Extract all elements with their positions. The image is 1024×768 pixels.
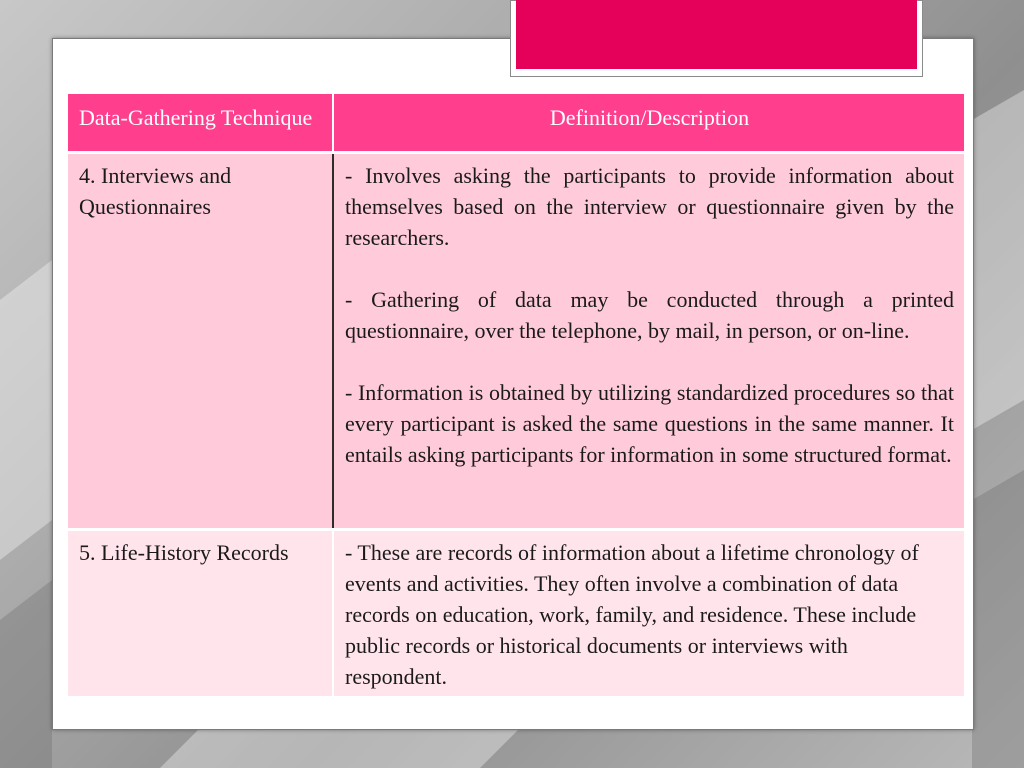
title-bar [516,0,917,69]
technique-cell [68,152,333,529]
description-cell [333,152,964,529]
data-gathering-table [68,94,964,696]
header-technique: Data-Gathering Technique [68,94,333,152]
description-cell [333,529,964,696]
header-description: Definition/Description [333,94,964,152]
description-paragraph: - Involves asking the participants to provide information about themselves based on the interview or questionnaire given by the researchers. [345,162,954,250]
technique-cell [68,529,333,696]
table-header-row [68,94,964,152]
description-paragraph: - Information is obtained by utilizing standardized procedures so that every participant is asked the same questions in the same manner. It entails asking participants for information in some structured format. [345,379,954,467]
technique-label: 5. Life-History Records [79,539,289,565]
table-row [68,529,964,696]
table-row [68,152,964,529]
description-paragraph: - These are records of information about a lifetime chronology of events and activities. They often involve a combination of data records on education, work, family, and residence. These include public records or historical documents or interviews with respondent. [345,539,919,689]
description-paragraph: - Gathering of data may be conducted through a printed questionnaire, over the telephone, by mail, in person, or on-line. [345,286,954,343]
technique-label: 4. Interviews and Questionnaires [79,162,232,219]
